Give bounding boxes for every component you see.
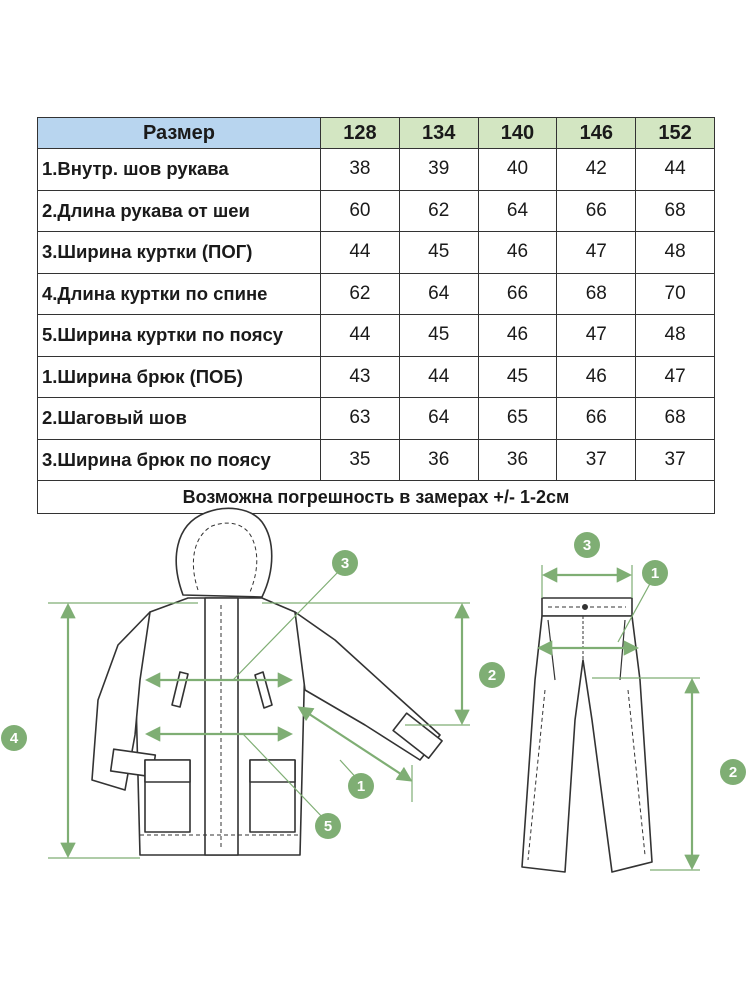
svg-text:4: 4	[9, 730, 19, 747]
marker-badge	[1, 725, 27, 751]
measurement-label: 1.Внутр. шов рукава	[38, 149, 321, 191]
jacket-hood	[176, 508, 271, 597]
svg-text:5: 5	[323, 818, 333, 835]
svg-text:2: 2	[487, 667, 497, 684]
marker-badge	[642, 560, 668, 586]
size-header-label: Размер	[38, 118, 321, 149]
measurement-label: 4.Длина куртки по спине	[38, 273, 321, 315]
size-column-header: 134	[399, 118, 478, 149]
measurement-value: 37	[557, 439, 636, 481]
measurement-value: 44	[636, 149, 715, 191]
measurement-value: 46	[478, 232, 557, 274]
size-column-header: 140	[478, 118, 557, 149]
measurement-value: 37	[636, 439, 715, 481]
measurement-value: 46	[557, 356, 636, 398]
measurement-value: 44	[321, 315, 400, 357]
svg-text:3: 3	[582, 537, 592, 554]
marker-badge	[332, 550, 358, 576]
measurement-value: 68	[636, 398, 715, 440]
measurement-tolerance-note: Возможна погрешность в замерах +/- 1-2см	[38, 481, 715, 514]
measurement-value: 66	[478, 273, 557, 315]
svg-text:1: 1	[356, 778, 366, 795]
measurement-value: 45	[399, 315, 478, 357]
measurement-value: 65	[478, 398, 557, 440]
measurement-value: 38	[321, 149, 400, 191]
measurement-value: 45	[399, 232, 478, 274]
measurement-value: 66	[557, 190, 636, 232]
measurement-value: 46	[478, 315, 557, 357]
measurement-value: 43	[321, 356, 400, 398]
measurement-label: 3.Ширина куртки (ПОГ)	[38, 232, 321, 274]
measurement-label: 2.Шаговый шов	[38, 398, 321, 440]
measurement-label: 5.Ширина куртки по поясу	[38, 315, 321, 357]
measurement-value: 44	[321, 232, 400, 274]
measurement-value: 66	[557, 398, 636, 440]
measurement-value: 36	[399, 439, 478, 481]
measurement-value: 68	[636, 190, 715, 232]
measurement-value: 64	[399, 398, 478, 440]
svg-text:2: 2	[728, 764, 738, 781]
measurement-value: 40	[478, 149, 557, 191]
measurement-value: 36	[478, 439, 557, 481]
marker-badge	[315, 813, 341, 839]
measurement-value: 70	[636, 273, 715, 315]
pants-drawing	[522, 598, 652, 872]
measurement-label: 1.Ширина брюк (ПОБ)	[38, 356, 321, 398]
measurement-label: 3.Ширина брюк по поясу	[38, 439, 321, 481]
marker-badge	[720, 759, 746, 785]
svg-text:3: 3	[340, 555, 350, 572]
measurement-value: 64	[478, 190, 557, 232]
pants-legs	[522, 616, 652, 872]
measurement-value: 44	[399, 356, 478, 398]
marker-badge	[348, 773, 374, 799]
size-column-header: 146	[557, 118, 636, 149]
measurement-value: 64	[399, 273, 478, 315]
svg-text:1: 1	[650, 565, 660, 582]
measurement-value: 68	[557, 273, 636, 315]
measurement-value: 47	[557, 232, 636, 274]
measurement-value: 47	[557, 315, 636, 357]
measurement-value: 63	[321, 398, 400, 440]
measurement-value: 48	[636, 232, 715, 274]
measurement-value: 45	[478, 356, 557, 398]
marker-badge	[574, 532, 600, 558]
measurement-value: 62	[321, 273, 400, 315]
measurement-value: 47	[636, 356, 715, 398]
jacket-drawing	[92, 508, 442, 855]
measurement-value: 62	[399, 190, 478, 232]
marker-badge	[479, 662, 505, 688]
measurement-value: 42	[557, 149, 636, 191]
measurement-value: 35	[321, 439, 400, 481]
measurement-value: 60	[321, 190, 400, 232]
measurement-label: 2.Длина рукава от шеи	[38, 190, 321, 232]
measurement-value: 39	[399, 149, 478, 191]
size-column-header: 152	[636, 118, 715, 149]
size-column-header: 128	[321, 118, 400, 149]
measurement-value: 48	[636, 315, 715, 357]
